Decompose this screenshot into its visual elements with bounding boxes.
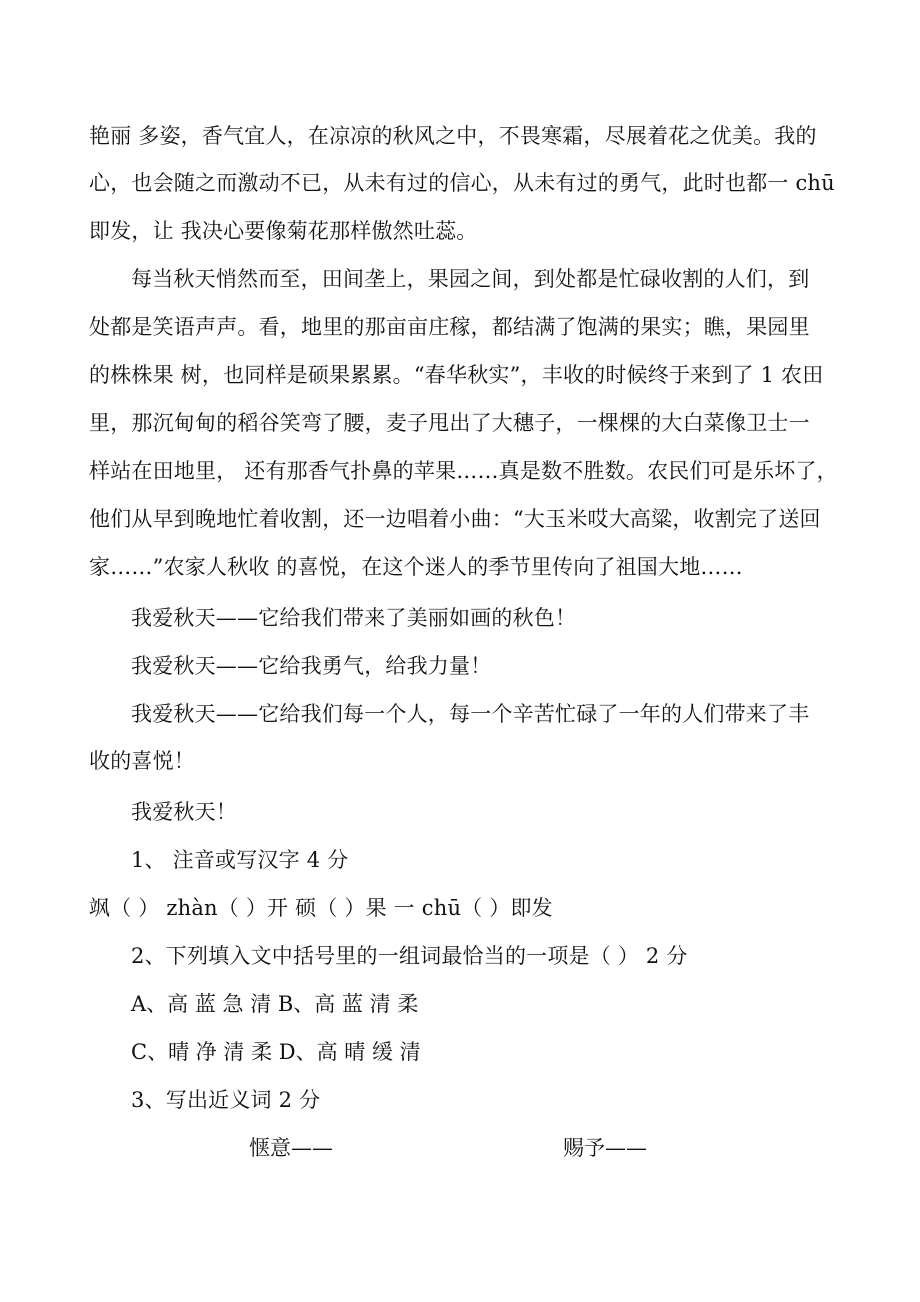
question-1-title: 1、 注音或写汉字 4 分 [131, 848, 349, 872]
question-2-options-ab: A、高 蓝 急 清 B、高 蓝 清 柔 [131, 992, 419, 1016]
paragraph-1-line-1: 艳丽 多姿，香气宜人，在凉凉的秋风之中，不畏寒霜，尽展着花之优美。我的 [89, 124, 817, 148]
paragraph-2-line-2: 处都是笑语声声。看，地里的那亩亩庄稼，都结满了饱满的果实；瞧，果园里 [89, 315, 810, 339]
paragraph-5-line-2: 收的喜悦！ [89, 749, 195, 773]
paragraph-2-line-4: 里，那沉甸甸的稻谷笑弯了腰，麦子甩出了大穗子，一棵棵的大白菜像卫士一 [89, 411, 810, 435]
paragraph-4: 我爱秋天——它给我勇气，给我力量！ [131, 654, 492, 678]
question-3-word-2: 赐予—— [563, 1136, 647, 1160]
paragraph-1-line-2: 心，也会随之而激动不已，从未有过的信心，从未有过的勇气，此时也都一 chū [89, 171, 835, 195]
paragraph-2-line-3: 的株株果 树，也同样是硕果累累。“春华秋实”，丰收的时候终于来到了 1 农田 [89, 363, 824, 387]
paragraph-2-line-1: 每当秋天悄然而至，田间垄上，果园之间，到处都是忙碌收割的人们，到 [131, 267, 810, 291]
question-1-items: 飒（ ） zhàn（ ）开 硕（ ）果 一 chū（ ）即发 [89, 896, 553, 920]
paragraph-5-line-1: 我爱秋天——它给我们每一个人，每一个辛苦忙碌了一年的人们带来了丰 [131, 702, 810, 726]
paragraph-2-line-6: 他们从早到晚地忙着收割，还一边唱着小曲：“大玉米哎大高粱，收割完了送回 [89, 507, 821, 531]
paragraph-3: 我爱秋天——它给我们带来了美丽如画的秋色！ [131, 606, 577, 630]
question-2-options-cd: C、晴 净 清 柔 D、高 晴 缓 清 [131, 1040, 421, 1064]
question-2-title: 2、下列填入文中括号里的一组词最恰当的一项是（ ） 2 分 [131, 944, 688, 968]
question-3-title: 3、写出近义词 2 分 [131, 1088, 321, 1112]
paragraph-1-line-3: 即发，让 我决心要像菊花那样傲然吐蕊。 [89, 219, 478, 243]
paragraph-6: 我爱秋天！ [131, 800, 237, 824]
paragraph-2-line-5: 样站在田地里， 还有那香气扑鼻的苹果……真是数不胜数。农民们可是乐坏了， [89, 459, 838, 483]
question-3-word-1: 惬意—— [249, 1136, 333, 1160]
paragraph-2-line-7: 家……”农家人秋收 的喜悦，在这个迷人的季节里传向了祖国大地…… [89, 555, 743, 579]
